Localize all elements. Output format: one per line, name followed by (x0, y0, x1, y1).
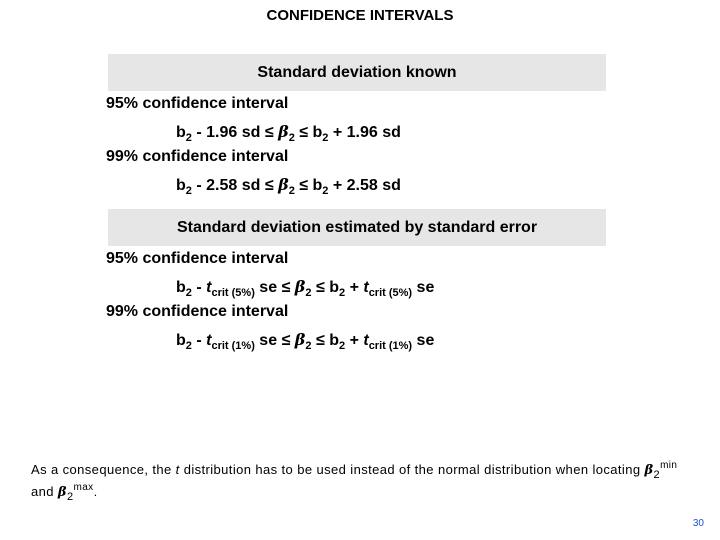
le-symbol: ≤ (316, 332, 325, 349)
formula-text: + 2.58 sd (328, 177, 401, 194)
section-heading-known: Standard deviation known (257, 64, 457, 81)
formula-text: + 1.96 sd (328, 124, 401, 141)
ci95-formula-known (176, 122, 401, 142)
ci99-label-estimated: 99% confidence interval (106, 303, 289, 320)
subscript: 2 (322, 132, 329, 144)
ci99-formula-estimated: $b_2 - t_{crit (1\%)}$ se ≤ $\beta_2 \le b_2 + t_{crit (1\%)}$ se (176, 330, 435, 352)
le-symbol: ≤ (281, 279, 291, 296)
t-symbol: t (175, 462, 180, 477)
subscript: 2 (185, 287, 192, 299)
subscript: 2 (305, 340, 312, 352)
superscript-max: max (73, 482, 94, 493)
subscript: 2 (653, 469, 661, 481)
ci99-label-known: 99% confidence interval (106, 148, 289, 165)
se-text: se (412, 279, 435, 296)
subscript: crit (5%) (368, 287, 413, 299)
note-text: distribution has to be used instead of the normal distribution when locating (179, 462, 645, 477)
se-text: se (254, 332, 278, 349)
section-header-known (108, 54, 606, 91)
section-header-estimated (108, 209, 606, 246)
note-text: . (93, 484, 98, 499)
formula-text: - 1.96 sd (191, 124, 265, 141)
beta-symbol: β (57, 485, 67, 500)
formula-text: b (308, 124, 323, 141)
section-heading-estimated: Standard deviation estimated by standard error (176, 219, 538, 236)
beta-symbol: β (644, 463, 654, 478)
le-symbol: ≤ (299, 124, 309, 141)
formula-text: - 2.58 sd (191, 177, 265, 194)
subscript: 2 (339, 340, 346, 352)
t-symbol: t (363, 332, 369, 349)
subscript: crit (5%) (211, 287, 255, 299)
b-symbol: b (176, 177, 186, 194)
note-text: and (31, 484, 58, 499)
formula-text: b (324, 332, 339, 349)
page-number: 30 (692, 518, 704, 529)
le-symbol: ≤ (281, 332, 291, 349)
subscript: 2 (185, 132, 192, 144)
subscript: 2 (185, 340, 192, 352)
page-title: CONFIDENCE INTERVALS (266, 7, 454, 24)
subscript: 2 (185, 185, 192, 197)
beta-symbol: β (278, 122, 289, 141)
note-text: As a consequence, the (31, 462, 176, 477)
le-symbol: ≤ (264, 177, 274, 194)
ci95-label-estimated: 95% confidence interval (106, 250, 289, 267)
conclusion-note (31, 460, 701, 504)
subscript: 2 (339, 287, 346, 299)
beta-symbol: β (278, 175, 289, 194)
se-text: se (412, 332, 435, 349)
subscript: 2 (322, 185, 329, 197)
subscript: 2 (288, 185, 295, 197)
t-symbol: t (206, 279, 212, 296)
formula-text: b (308, 177, 323, 194)
le-symbol: ≤ (264, 124, 274, 141)
t-symbol: t (206, 332, 212, 349)
subscript: crit (1%) (368, 340, 413, 352)
b-symbol: b (176, 332, 186, 349)
beta-symbol: β (294, 330, 306, 349)
subscript: 2 (288, 132, 295, 144)
formula-text: b (324, 279, 339, 296)
le-symbol: ≤ (299, 177, 309, 194)
ci95-label-known: 95% confidence interval (106, 95, 289, 112)
b-symbol: b (176, 124, 186, 141)
ci95-formula-estimated: $b_2 - t_{crit (5\%)}$ se ≤ $\beta_2 \le b_2 + t_{crit (5\%)}$ se (176, 277, 435, 299)
le-symbol: ≤ (316, 279, 325, 296)
beta-symbol: β (294, 277, 306, 296)
b-symbol: b (176, 279, 186, 296)
superscript-min: min (660, 460, 678, 471)
subscript: 2 (305, 287, 312, 299)
subscript: crit (1%) (211, 340, 255, 352)
se-text: se (254, 279, 278, 296)
ci99-formula-known (176, 175, 401, 195)
subscript: 2 (66, 491, 74, 503)
t-symbol: t (363, 279, 369, 296)
